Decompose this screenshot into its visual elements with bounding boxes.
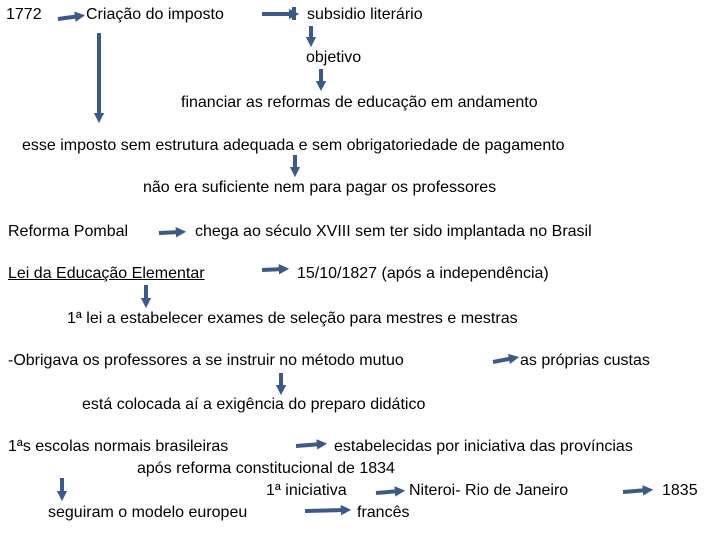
creation-text: Criação do imposto [86, 6, 224, 23]
objective-text: objetivo [306, 49, 362, 66]
niteroi-text: Niteroi- Rio de Janeiro [409, 482, 569, 499]
first-law-text: 1ª lei a estabelecer exames de seleção para mestres e mestras [67, 310, 518, 327]
finance-text: financiar as reformas de educação em andamento [181, 94, 538, 111]
arrow-icon [493, 358, 514, 362]
year-1772: 1772 [6, 6, 42, 23]
subsidy-text: subsidio literário [307, 6, 423, 23]
pombal-result-text: chega ao século XVIII sem ter sido implantada no Brasil [195, 223, 592, 240]
arrow-icon [58, 16, 80, 19]
arrow-icon [159, 232, 181, 233]
first-initiative-text: 1ª iniciativa [266, 482, 347, 499]
after-reform-text: após reforma constitucional de 1834 [137, 460, 395, 477]
own-cost-text: as próprias custas [520, 352, 650, 369]
arrow-icon [296, 444, 322, 446]
year-1835: 1835 [662, 482, 698, 499]
arrow-icon [305, 510, 346, 511]
provinces-text: estabelecidas por iniciativa das províncias [334, 438, 633, 455]
tax-structure-text: esse imposto sem estrutura adequada e sem obrigatoriedade de pagamento [22, 137, 565, 154]
followed-text: seguiram o modelo europeu [48, 504, 248, 521]
french-text: francês [357, 504, 410, 521]
arrow-icon [623, 490, 648, 492]
law-elementary-text: Lei da Educação Elementar [8, 265, 205, 282]
normal-schools-text: 1ªs escolas normais brasileiras [8, 438, 229, 455]
didactic-text: está colocada aí a exigência do preparo didático [82, 396, 426, 413]
arrow-icon [376, 491, 400, 493]
not-enough-text: não era suficiente nem para pagar os professores [143, 179, 497, 196]
obliged-text: -Obrigava os professores a se instruir no método mutuo [8, 352, 404, 369]
pombal-reform-text: Reforma Pombal [8, 223, 129, 240]
arrow-icon [262, 269, 284, 270]
law-date-text: 15/10/1827 (após a independência) [297, 265, 549, 282]
